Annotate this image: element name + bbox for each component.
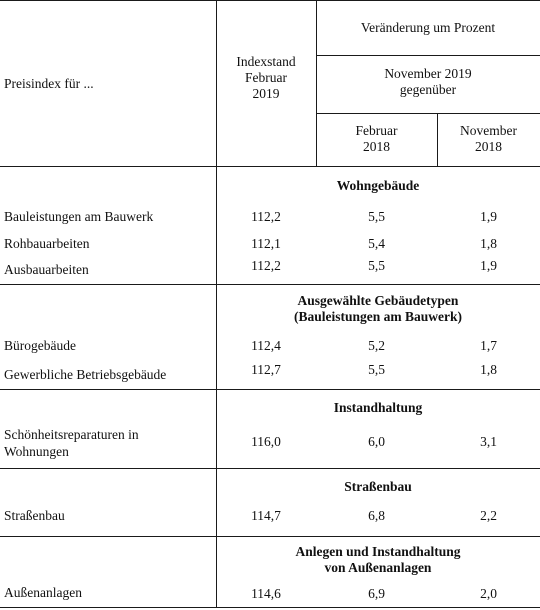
rule-col-index-left-body xyxy=(216,166,217,607)
row-label: Bauleistungen am Bauwerk xyxy=(4,209,154,224)
row-nov: 2,2 xyxy=(480,508,497,523)
header-index-line1: Indexstand xyxy=(236,54,296,69)
row-nov: 3,1 xyxy=(480,434,497,449)
row-nov: 2,0 xyxy=(480,586,497,601)
rule-section-4 xyxy=(0,536,540,537)
section-title-aussenanlagen-line2: von Außenanlagen xyxy=(324,560,432,575)
row-feb: 5,2 xyxy=(368,338,385,353)
row-feb: 6,9 xyxy=(368,586,385,601)
row-label: Gewerbliche Betriebsgebäude xyxy=(4,367,167,382)
section-title-aussenanlagen-line1: Anlegen und Instandhaltung xyxy=(295,544,461,559)
rule-section-3 xyxy=(0,468,540,469)
row-feb: 6,0 xyxy=(368,434,385,449)
row-index: 112,2 xyxy=(251,209,281,224)
row-feb: 5,5 xyxy=(368,209,385,224)
row-index: 112,7 xyxy=(251,362,281,377)
row-index: 112,2 xyxy=(251,258,281,273)
row-index: 112,1 xyxy=(251,236,281,251)
rule-header-bottom xyxy=(0,166,540,167)
rule-under-change-title xyxy=(316,55,540,56)
row-feb: 6,8 xyxy=(368,508,385,523)
row-feb: 5,4 xyxy=(368,236,385,251)
row-nov: 1,9 xyxy=(480,258,497,273)
row-label: Außenanlagen xyxy=(4,585,82,600)
rule-bottom xyxy=(0,607,540,608)
row-label: Ausbauarbeiten xyxy=(4,262,89,277)
header-nov-line2: 2018 xyxy=(475,139,502,154)
section-title-gebaeudetypen-line2: (Bauleistungen am Bauwerk) xyxy=(293,309,462,324)
row-feb: 5,5 xyxy=(368,258,385,273)
row-nov: 1,9 xyxy=(480,209,497,224)
row-label: Straßenbau xyxy=(4,508,65,523)
row-index: 114,6 xyxy=(251,586,281,601)
header-compare-line2: gegenüber xyxy=(399,82,457,97)
row-nov: 1,8 xyxy=(480,236,497,251)
header-feb-line1: Februar xyxy=(355,123,398,138)
header-feb-line2: 2018 xyxy=(363,139,390,154)
header-nov-line1: November xyxy=(460,123,517,138)
row-nov: 1,7 xyxy=(480,338,497,353)
header-change-title: Veränderung um Prozent xyxy=(360,20,496,35)
row-index: 112,4 xyxy=(251,338,281,353)
section-title-wohngebaeude: Wohngebäude xyxy=(336,178,420,193)
section-title-gebaeudetypen-line1: Ausgewählte Gebäudetypen xyxy=(297,293,459,308)
rule-section-2 xyxy=(0,389,540,390)
header-preisindex: Preisindex für ... xyxy=(4,76,94,91)
row-index: 114,7 xyxy=(251,508,281,523)
section-title-instandhaltung: Instandhaltung xyxy=(333,400,423,415)
rule-under-compare xyxy=(316,113,540,114)
rule-top xyxy=(0,0,540,1)
row-feb: 5,5 xyxy=(368,362,385,377)
row-label-line2: Wohnungen xyxy=(4,444,69,459)
header-index-line3: 2019 xyxy=(252,86,280,101)
row-nov: 1,8 xyxy=(480,362,497,377)
row-label: Rohbauarbeiten xyxy=(4,236,90,251)
section-title-strassenbau: Straßenbau xyxy=(344,479,412,494)
row-label: Bürogebäude xyxy=(4,338,76,353)
row-label-line1: Schönheitsreparaturen in xyxy=(4,427,139,442)
row-index: 116,0 xyxy=(251,434,281,449)
rule-section-1 xyxy=(0,284,540,285)
header-index-line2: Februar xyxy=(245,70,287,85)
header-compare-line1: November 2019 xyxy=(384,66,472,81)
